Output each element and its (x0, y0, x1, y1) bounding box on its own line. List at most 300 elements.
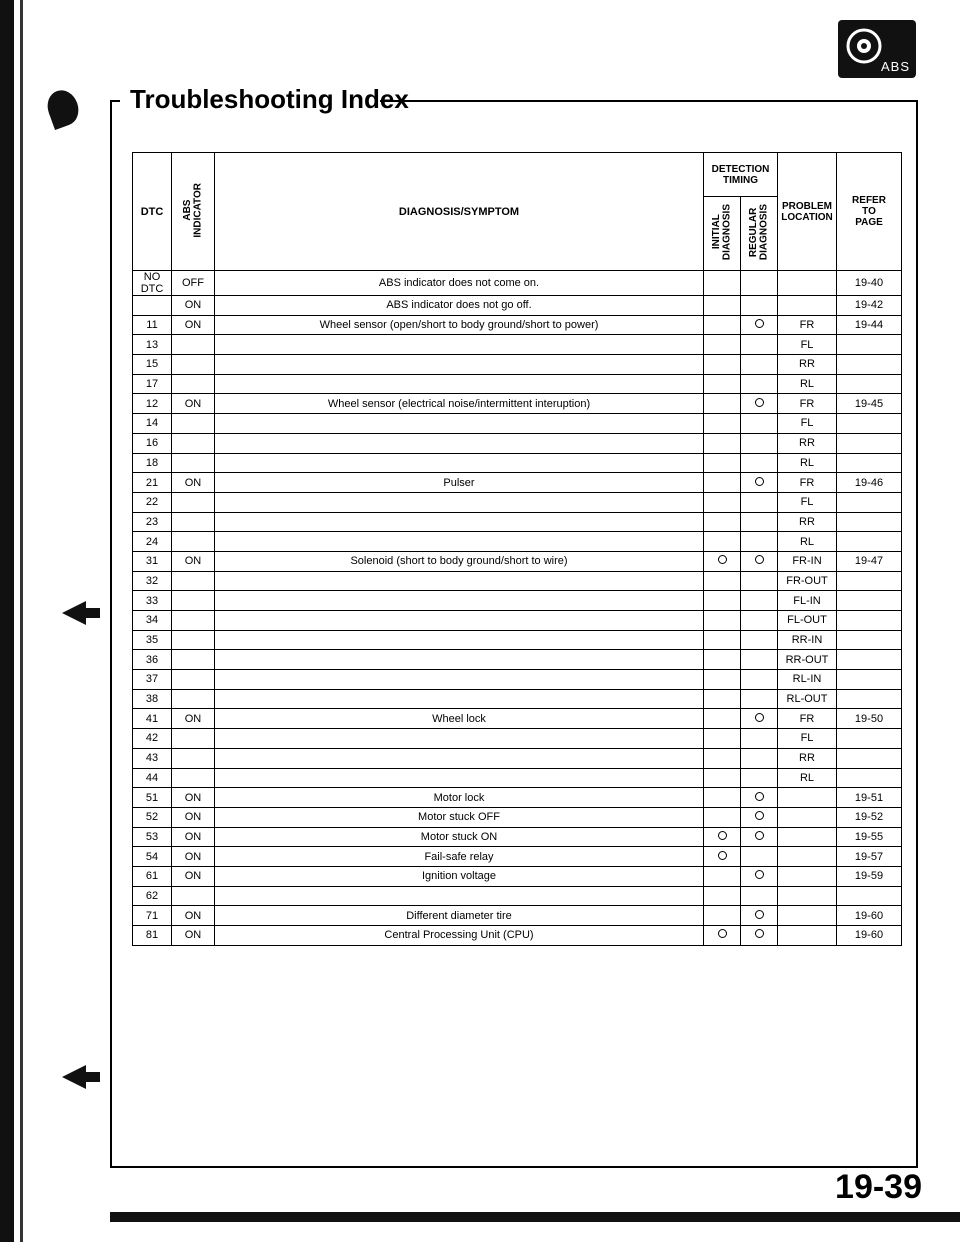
cell-initial (704, 492, 741, 512)
cell-location: RR-OUT (778, 650, 837, 670)
cell-page (837, 591, 902, 611)
cell-page (837, 532, 902, 552)
cell-indicator (172, 689, 215, 709)
cell-dtc: 54 (133, 847, 172, 867)
cell-dtc: 17 (133, 374, 172, 394)
cell-location: FL (778, 414, 837, 434)
cell-indicator: ON (172, 847, 215, 867)
cell-symptom (215, 453, 704, 473)
cell-regular (741, 271, 778, 296)
cell-initial (704, 650, 741, 670)
cell-location (778, 847, 837, 867)
cell-dtc: 15 (133, 355, 172, 375)
cell-page: 19-47 (837, 551, 902, 571)
table-row (133, 512, 902, 532)
cell-page (837, 689, 902, 709)
cell-dtc: 61 (133, 866, 172, 886)
cell-location: FR-OUT (778, 571, 837, 591)
cell-location: RR (778, 433, 837, 453)
cell-regular (741, 827, 778, 847)
cell-symptom: Wheel sensor (open/short to body ground/short to power) (215, 315, 704, 335)
cell-dtc: 38 (133, 689, 172, 709)
cell-location: RL-IN (778, 670, 837, 690)
cell-page (837, 611, 902, 631)
col-diagnosis: DIAGNOSIS/SYMPTOM (215, 153, 704, 271)
cell-regular (741, 473, 778, 493)
cell-regular (741, 729, 778, 749)
cell-indicator (172, 532, 215, 552)
cell-page (837, 650, 902, 670)
cell-regular (741, 807, 778, 827)
cell-initial (704, 591, 741, 611)
col-refer-page: REFER TO PAGE (837, 153, 902, 271)
cell-indicator (172, 374, 215, 394)
cell-regular (741, 394, 778, 414)
cell-page: 19-44 (837, 315, 902, 335)
check-circle-icon (718, 555, 727, 564)
table-row (133, 847, 902, 867)
cell-indicator: ON (172, 315, 215, 335)
cell-initial (704, 315, 741, 335)
cell-initial (704, 433, 741, 453)
cell-location: FL-IN (778, 591, 837, 611)
cell-dtc: 34 (133, 611, 172, 631)
cell-indicator (172, 414, 215, 434)
table-row (133, 394, 902, 414)
cell-dtc: 22 (133, 492, 172, 512)
cell-symptom: Pulser (215, 473, 704, 493)
cell-initial (704, 355, 741, 375)
check-circle-icon (755, 792, 764, 801)
table-row (133, 689, 902, 709)
arrow-icon (62, 1062, 102, 1092)
cell-dtc: 13 (133, 335, 172, 355)
cell-indicator: ON (172, 296, 215, 316)
cell-dtc: 41 (133, 709, 172, 729)
cell-dtc: 51 (133, 788, 172, 808)
cell-initial (704, 271, 741, 296)
cell-indicator: ON (172, 788, 215, 808)
cell-initial (704, 807, 741, 827)
cell-location: FR (778, 315, 837, 335)
cell-symptom: Central Processing Unit (CPU) (215, 926, 704, 946)
binding-hole-mark (43, 86, 84, 130)
cell-page (837, 571, 902, 591)
cell-symptom (215, 571, 704, 591)
table-row (133, 886, 902, 906)
cell-initial (704, 414, 741, 434)
cell-initial (704, 335, 741, 355)
cell-initial (704, 886, 741, 906)
cell-symptom (215, 630, 704, 650)
cell-symptom: Different diameter tire (215, 906, 704, 926)
cell-indicator (172, 768, 215, 788)
col-problem-location: PROBLEM LOCATION (778, 153, 837, 271)
table-row (133, 611, 902, 631)
cell-page (837, 630, 902, 650)
cell-symptom (215, 492, 704, 512)
cell-initial (704, 906, 741, 926)
cell-page: 19-55 (837, 827, 902, 847)
cell-dtc: 11 (133, 315, 172, 335)
cell-initial (704, 689, 741, 709)
cell-symptom: Wheel lock (215, 709, 704, 729)
cell-regular (741, 335, 778, 355)
table-row (133, 729, 902, 749)
cell-symptom: Motor lock (215, 788, 704, 808)
cell-initial (704, 296, 741, 316)
cell-location: FL (778, 729, 837, 749)
table-row (133, 807, 902, 827)
cell-page (837, 670, 902, 690)
cell-page (837, 512, 902, 532)
cell-symptom (215, 591, 704, 611)
cell-location: RR (778, 355, 837, 375)
cell-indicator (172, 670, 215, 690)
cell-regular (741, 748, 778, 768)
cell-symptom (215, 355, 704, 375)
cell-indicator: ON (172, 807, 215, 827)
cell-indicator (172, 492, 215, 512)
cell-initial (704, 926, 741, 946)
cell-page: 19-40 (837, 271, 902, 296)
table-row (133, 315, 902, 335)
cell-initial (704, 551, 741, 571)
cell-initial (704, 630, 741, 650)
cell-page (837, 768, 902, 788)
cell-location: FR (778, 473, 837, 493)
cell-page: 19-50 (837, 709, 902, 729)
cell-dtc: 53 (133, 827, 172, 847)
table-row (133, 433, 902, 453)
left-binding-bar (0, 0, 14, 1242)
col-dtc: DTC (133, 153, 172, 271)
cell-page (837, 414, 902, 434)
cell-regular (741, 689, 778, 709)
cell-location (778, 271, 837, 296)
cell-indicator: ON (172, 551, 215, 571)
cell-page (837, 729, 902, 749)
cell-initial (704, 788, 741, 808)
cell-initial (704, 571, 741, 591)
cell-regular (741, 492, 778, 512)
cell-page (837, 886, 902, 906)
cell-regular (741, 532, 778, 552)
cell-symptom (215, 650, 704, 670)
table-row (133, 355, 902, 375)
cell-location: RR-IN (778, 630, 837, 650)
cell-symptom (215, 414, 704, 434)
cell-regular (741, 650, 778, 670)
table-row (133, 670, 902, 690)
table-row (133, 271, 902, 296)
check-circle-icon (755, 713, 764, 722)
cell-indicator: ON (172, 394, 215, 414)
cell-location: RL (778, 453, 837, 473)
table-row (133, 492, 902, 512)
cell-symptom (215, 374, 704, 394)
cell-indicator: ON (172, 926, 215, 946)
cell-regular (741, 886, 778, 906)
cell-symptom (215, 748, 704, 768)
table-row (133, 926, 902, 946)
cell-location: FR-IN (778, 551, 837, 571)
cell-regular (741, 551, 778, 571)
cell-symptom: Solenoid (short to body ground/short to wire) (215, 551, 704, 571)
cell-symptom (215, 729, 704, 749)
cell-symptom: Wheel sensor (electrical noise/intermittent interuption) (215, 394, 704, 414)
table-row (133, 788, 902, 808)
check-circle-icon (755, 870, 764, 879)
cell-initial (704, 512, 741, 532)
cell-indicator (172, 571, 215, 591)
cell-initial (704, 473, 741, 493)
cell-initial (704, 768, 741, 788)
cell-dtc: 62 (133, 886, 172, 906)
cell-dtc: 18 (133, 453, 172, 473)
cell-indicator: ON (172, 827, 215, 847)
table-row (133, 453, 902, 473)
cell-initial (704, 748, 741, 768)
check-circle-icon (755, 555, 764, 564)
table-row (133, 532, 902, 552)
check-circle-icon (718, 929, 727, 938)
check-circle-icon (755, 319, 764, 328)
cell-location (778, 807, 837, 827)
cell-symptom: ABS indicator does not go off. (215, 296, 704, 316)
cell-regular (741, 709, 778, 729)
cell-dtc: 42 (133, 729, 172, 749)
cell-symptom: Fail-safe relay (215, 847, 704, 867)
cell-dtc: 32 (133, 571, 172, 591)
cell-location (778, 906, 837, 926)
cell-page (837, 355, 902, 375)
cell-regular (741, 768, 778, 788)
col-detection-timing: DETECTION TIMING (704, 153, 778, 197)
cell-location (778, 926, 837, 946)
cell-location (778, 886, 837, 906)
col-regular-diagnosis: REGULAR DIAGNOSIS (741, 197, 778, 271)
cell-regular (741, 414, 778, 434)
cell-dtc: 14 (133, 414, 172, 434)
cell-location: RL (778, 374, 837, 394)
cell-initial (704, 453, 741, 473)
cell-dtc: 16 (133, 433, 172, 453)
cell-location: FL (778, 335, 837, 355)
cell-dtc (133, 296, 172, 316)
cell-indicator (172, 591, 215, 611)
cell-dtc: 43 (133, 748, 172, 768)
check-circle-icon (755, 910, 764, 919)
table-row (133, 630, 902, 650)
cell-regular (741, 926, 778, 946)
check-circle-icon (755, 398, 764, 407)
cell-page: 19-57 (837, 847, 902, 867)
cell-indicator (172, 886, 215, 906)
cell-indicator (172, 729, 215, 749)
check-circle-icon (718, 851, 727, 860)
cell-regular (741, 906, 778, 926)
cell-symptom: Ignition voltage (215, 866, 704, 886)
bottom-bar (110, 1212, 960, 1222)
check-circle-icon (755, 477, 764, 486)
cell-initial (704, 709, 741, 729)
cell-regular (741, 296, 778, 316)
cell-dtc: 71 (133, 906, 172, 926)
cell-page: 19-51 (837, 788, 902, 808)
cell-regular (741, 866, 778, 886)
cell-page: 19-42 (837, 296, 902, 316)
logo-text: ABS (880, 59, 910, 74)
table-row (133, 335, 902, 355)
cell-symptom (215, 768, 704, 788)
check-circle-icon (755, 831, 764, 840)
cell-location (778, 296, 837, 316)
cell-location (778, 788, 837, 808)
cell-symptom: Motor stuck ON (215, 827, 704, 847)
page-number: 19-39 (835, 1168, 922, 1206)
col-initial-diagnosis: INITIAL DIAGNOSIS (704, 197, 741, 271)
cell-regular (741, 670, 778, 690)
cell-page: 19-59 (837, 866, 902, 886)
cell-indicator: OFF (172, 271, 215, 296)
page-title: Troubleshooting Index (130, 84, 409, 114)
table-row (133, 650, 902, 670)
table-row (133, 296, 902, 316)
cell-dtc: 12 (133, 394, 172, 414)
cell-location: RL-OUT (778, 689, 837, 709)
table-row (133, 906, 902, 926)
cell-page (837, 335, 902, 355)
cell-dtc: 52 (133, 807, 172, 827)
cell-indicator (172, 748, 215, 768)
cell-page (837, 492, 902, 512)
cell-initial (704, 847, 741, 867)
cell-dtc: 21 (133, 473, 172, 493)
cell-symptom (215, 532, 704, 552)
cell-page: 19-52 (837, 807, 902, 827)
troubleshooting-table (132, 152, 902, 946)
cell-location: FL (778, 492, 837, 512)
cell-location: RL (778, 768, 837, 788)
cell-regular (741, 512, 778, 532)
cell-indicator: ON (172, 473, 215, 493)
cell-symptom: Motor stuck OFF (215, 807, 704, 827)
cell-indicator (172, 630, 215, 650)
cell-regular (741, 788, 778, 808)
cell-symptom (215, 611, 704, 631)
col-abs-indicator: ABS INDICATOR (172, 153, 215, 271)
cell-initial (704, 374, 741, 394)
cell-dtc: 81 (133, 926, 172, 946)
cell-symptom (215, 670, 704, 690)
cell-dtc: 36 (133, 650, 172, 670)
cell-regular (741, 453, 778, 473)
table-row (133, 473, 902, 493)
cell-location: RR (778, 748, 837, 768)
cell-regular (741, 315, 778, 335)
cell-page: 19-46 (837, 473, 902, 493)
cell-page (837, 453, 902, 473)
cell-location: RL (778, 532, 837, 552)
cell-symptom (215, 433, 704, 453)
cell-symptom (215, 886, 704, 906)
cell-page (837, 433, 902, 453)
cell-dtc: 23 (133, 512, 172, 532)
arrow-icon (62, 598, 102, 628)
cell-regular (741, 374, 778, 394)
cell-dtc: 35 (133, 630, 172, 650)
table-row (133, 571, 902, 591)
cell-symptom (215, 335, 704, 355)
cell-location: RR (778, 512, 837, 532)
cell-symptom: ABS indicator does not come on. (215, 271, 704, 296)
cell-regular (741, 571, 778, 591)
cell-indicator (172, 650, 215, 670)
cell-indicator (172, 512, 215, 532)
table-row (133, 827, 902, 847)
cell-symptom (215, 512, 704, 532)
cell-dtc: 37 (133, 670, 172, 690)
cell-dtc: 33 (133, 591, 172, 611)
cell-page (837, 374, 902, 394)
cell-location (778, 827, 837, 847)
table-row (133, 591, 902, 611)
cell-indicator (172, 453, 215, 473)
check-circle-icon (718, 831, 727, 840)
check-circle-icon (755, 929, 764, 938)
abs-logo (838, 20, 916, 78)
cell-initial (704, 866, 741, 886)
cell-page: 19-45 (837, 394, 902, 414)
cell-indicator: ON (172, 906, 215, 926)
cell-location: FL-OUT (778, 611, 837, 631)
table-row (133, 709, 902, 729)
cell-location: FR (778, 709, 837, 729)
cell-dtc: 24 (133, 532, 172, 552)
cell-initial (704, 670, 741, 690)
table-row (133, 866, 902, 886)
cell-regular (741, 630, 778, 650)
left-binding-line (20, 0, 23, 1242)
table-row (133, 768, 902, 788)
cell-dtc: 44 (133, 768, 172, 788)
cell-page: 19-60 (837, 926, 902, 946)
cell-regular (741, 611, 778, 631)
cell-regular (741, 433, 778, 453)
cell-indicator: ON (172, 709, 215, 729)
table-row (133, 414, 902, 434)
cell-initial (704, 827, 741, 847)
table-row (133, 551, 902, 571)
table-row (133, 748, 902, 768)
table-row (133, 374, 902, 394)
cell-regular (741, 591, 778, 611)
cell-regular (741, 847, 778, 867)
cell-indicator (172, 433, 215, 453)
cell-symptom (215, 689, 704, 709)
cell-indicator: ON (172, 866, 215, 886)
cell-initial (704, 532, 741, 552)
cell-indicator (172, 611, 215, 631)
check-circle-icon (755, 811, 764, 820)
cell-initial (704, 729, 741, 749)
cell-indicator (172, 355, 215, 375)
cell-initial (704, 394, 741, 414)
cell-page: 19-60 (837, 906, 902, 926)
cell-indicator (172, 335, 215, 355)
cell-location (778, 866, 837, 886)
